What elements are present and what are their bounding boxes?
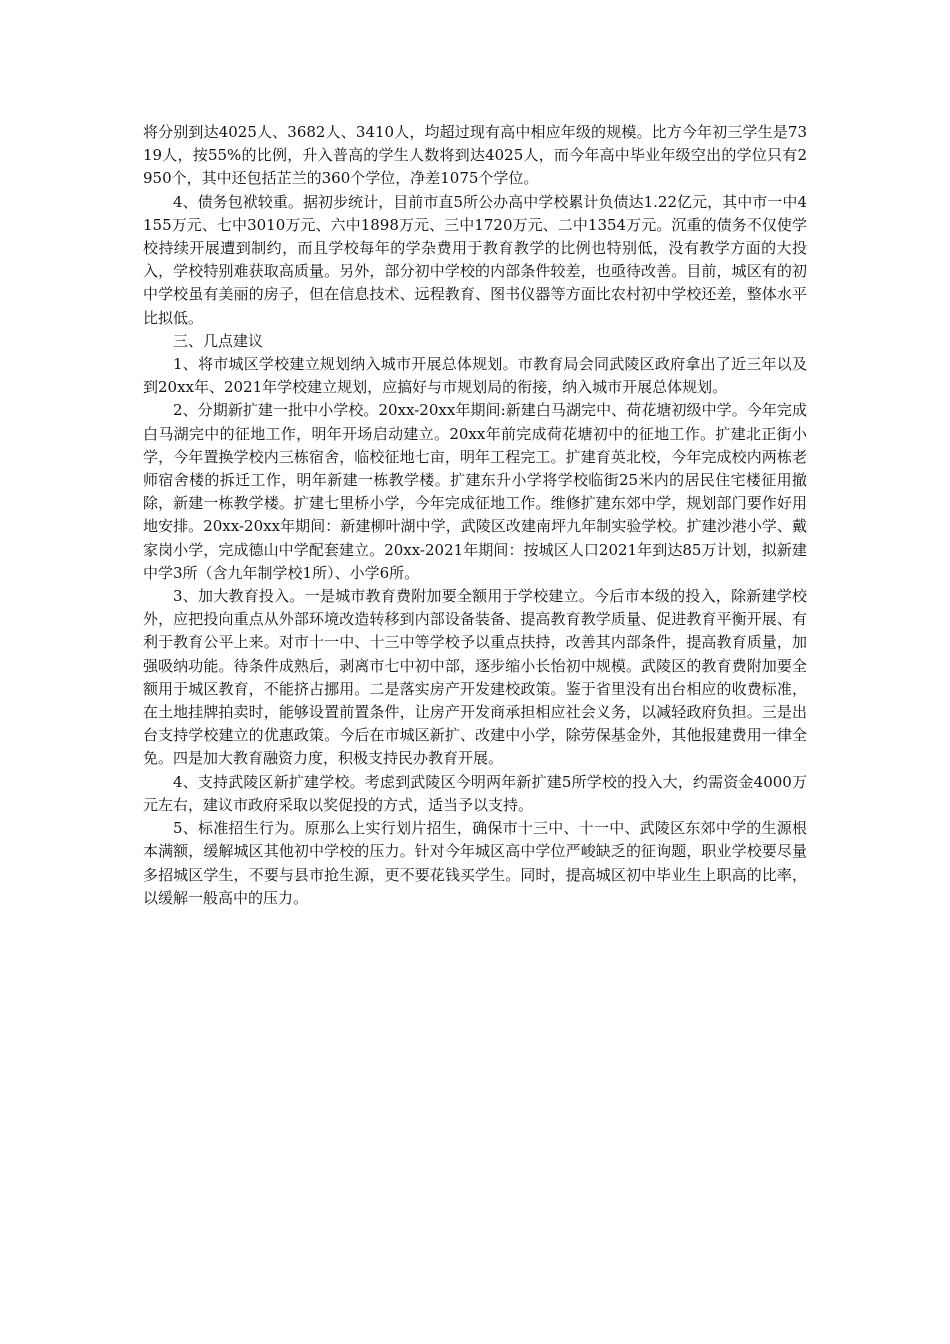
paragraph-suggestion-4: 4、支持武陵区新扩建学校。考虑到武陵区今明两年新扩建5所学校的投入大，约需资金4000万元左右，建议市政府采取以奖促投的方式，适当予以支持。 — [143, 772, 807, 814]
paragraph-suggestion-3: 3、加大教育投入。一是城市教育费附加要全额用于学校建立。今后市本级的投入，除新建学校外，应把投向重点从外部环境改造转移到内部设备装备、提高教育教学质量、促进教育平衡开展、有利于教育公平上来。对市十一中、十三中等学校予以重点扶持，改善其内部条件，提高教育质量，加强吸纳功能。待条件成熟后，剥离市七中初中部，逐步缩小长怡初中规模。武陵区的教育费附加要全额用于城区教育，不能挤占挪用。二是落实房产开发建校政策。鉴于省里没有出台相应的收费标准，在土地挂牌拍卖时，能够设置前置条件，让房产开发商承担相应社会义务，以减轻政府负担。三是出台支持学校建立的优惠政策。今后在市城区新扩、改建中小学，除劳保基金外，其他报建费用一律全免。四是加大教育融资力度，积极支持民办教育开展。 — [143, 587, 807, 768]
paragraph-suggestion-5: 5、标准招生行为。原那么上实行划片招生，确保市十三中、十一中、武陵区东郊中学的生源根本满额，缓解城区其他初中学校的压力。针对今年城区高中学位严峻缺乏的征询题，职业学校要尽量多招城区学生，不要与县市抢生源，更不要花钱买学生。同时，提高城区初中毕业生上职高的比率，以缓解一般高中的压力。 — [143, 819, 807, 907]
paragraph-continuation: 将分别到达4025人、3682人、3410人，均超过现有高中相应年级的规模。比方今年初三学生是7319人，按55%的比例，升入普高的学生人数将到达4025人，而今年高中毕业年级空出的学位只有2950个，其中还包括芷兰的360个学位，净差1075个学位。 — [143, 123, 807, 188]
section-heading-suggestions: 三、几点建议 — [173, 331, 264, 350]
document-body — [143, 121, 807, 910]
paragraph-suggestion-1: 1、将市城区学校建立规划纳入城市开展总体规划。市教育局会同武陵区政府拿出了近三年以及到20xx年、2021年学校建立规划，应搞好与市规划局的衔接，纳入城市开展总体规划。 — [143, 355, 807, 397]
paragraph-debt-burden: 4、债务包袱较重。据初步统计，目前市直5所公办高中学校累计负债达1.22亿元，其中市一中4155万元、七中3010万元、六中1898万元、三中1720万元、二中1354万元。沉重的债务不仅使学校持续开展遭到制约，而且学校每年的学杂费用于教育教学的比例也特别低，没有教学方面的大投入，学校特别难获取高质量。另外，部分初中学校的内部条件较差，也亟待改善。目前，城区有的初中学校虽有美丽的房子，但在信息技术、远程教育、图书仪器等方面比农村初中学校还差，整体水平比拟低。 — [143, 192, 807, 327]
paragraph-suggestion-2: 2、分期新扩建一批中小学校。20xx-20xx年期间:新建白马湖完中、荷花塘初级中学。今年完成白马湖完中的征地工作，明年开场启动建立。20xx年前完成荷花塘初中的征地工作。扩建北正街小学，今年置换学校内三栋宿舍，临校征地七亩，明年工程完工。扩建育英北校，今年完成校内两栋老师宿舍楼的拆迁工作，明年新建一栋教学楼。扩建东升小学将学校临街25米内的居民住宅楼征用撤除，新建一栋教学楼。扩建七里桥小学，今年完成征地工作。维修扩建东郊中学，规划部门要作好用地安排。20xx-20xx年期间：新建柳叶湖中学，武陵区改建南坪九年制实验学校。扩建沙港小学、戴家岗小学，完成德山中学配套建立。20xx-2021年期间：按城区人口2021年到达85万计划，拟新建中学3所（含九年制学校1所）、小学6所。 — [143, 401, 807, 582]
